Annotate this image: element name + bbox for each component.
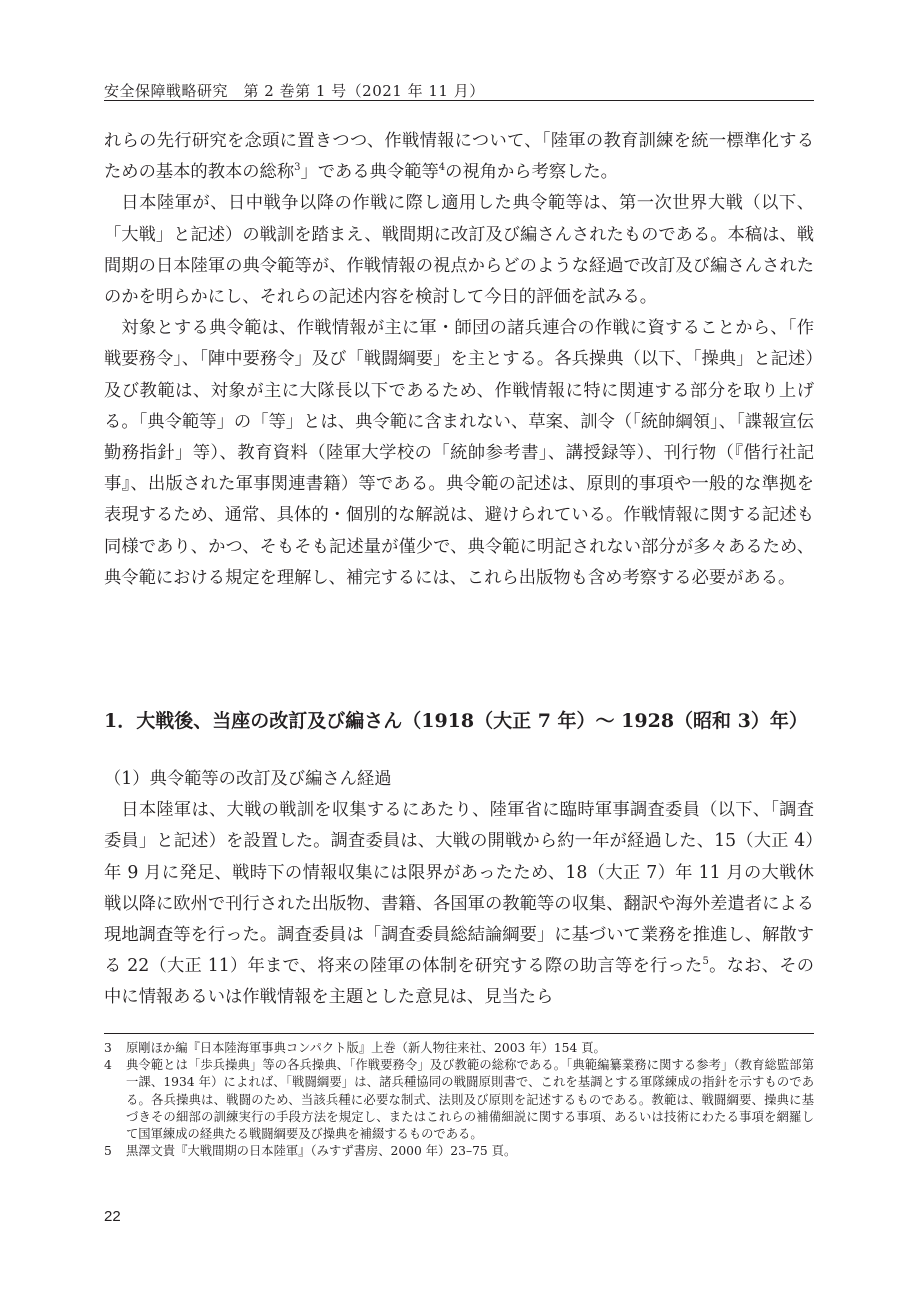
section-heading: 1．大戦後、当座の改訂及び編さん（1918（大正 7 年）～ 1928（昭和 3）年）	[104, 710, 808, 732]
footnote-ref-5[interactable]: 5	[702, 956, 709, 968]
footnote-5	[104, 1143, 814, 1160]
footnotes	[104, 1040, 814, 1160]
header-rule	[104, 100, 814, 101]
section-paragraph-1-text-b: 。なお、その中に情報あるいは作戦情報を主題とした意見は、見当たら	[104, 956, 814, 1008]
page-number: 22	[104, 1208, 121, 1225]
footnote-text: 典令範とは「歩兵操典」等の各兵操典、「作戦要務令」及び教範の総称である。「典範編纂業務に関する参考」（教育総監部第一課、1934 年）によれば、「戦闘綱要」は、諸兵種協同の戦闘原則書で、これを基調とする軍隊練成の指針を示すものである。各兵操典は、戦闘のため、当該兵種に必要な制式、法則及び原則を記述するものである。教範は、戦闘綱要、操典に基づきその細部の訓練実行の手段方法を規定し、またはこれらの補備細説に関する事項、あるいは技術にわたる事項を網羅して国軍練成の経典たる戦闘綱要及び操典を補綴するものである。	[126, 1058, 814, 1142]
footnote-ref-3[interactable]: 3	[294, 162, 301, 174]
footnote-number: 3	[104, 1041, 112, 1055]
paragraph-1-text-a: れらの先行研究を念頭に置きつつ、作戦情報について、「陸軍の教育訓練を統一標準化するための基本的教本の総称	[104, 131, 814, 183]
section-paragraph-1-text-a: 日本陸軍は、大戦の戦訓を収集するにあたり、陸軍省に臨時軍事調査委員（以下、「調査委員」と記述）を設置した。調査委員は、大戦の開戦から約一年が経過した、15（大正 4）年 9 月に発足、戦時下の情報収集には限界があったため、18（大正 7）年 11 月の大戦休戦以降に欧州で刊行された出版物、書籍、各国軍の教範等の収集、翻訳や海外差遣者による現地調査等を行った。調査委員は「調査委員総結論綱要」に基づいて業務を推進し、解散する 22（大正 11）年まで、将来の陸軍の体制を研究する際の助言等を行った	[104, 800, 814, 977]
running-header: 安全保障戦略研究 第 2 巻第 1 号（2021 年 11 月）	[104, 82, 485, 100]
footnote-number: 4	[104, 1058, 112, 1073]
paragraph-1-text-c: の視角から考察した。	[445, 162, 618, 183]
paragraph-2: 日本陸軍が、日中戦争以降の作戦に際し適用した典令範等は、第一次世界大戦（以下、「大戦」と記述）の戦訓を踏まえ、戦間期に改訂及び編さんされたものである。本稿は、戦間期の日本陸軍の典令範等が、作戦情報の視点からどのような経過で改訂及び編さんされたのかを明らかにし、それらの記述内容を検討して今日的評価を試みる。	[104, 193, 814, 308]
footnote-4	[104, 1057, 814, 1143]
footnote-number: 5	[104, 1144, 112, 1159]
footnote-text: 黒澤文貴『大戦間期の日本陸軍』（みすず書房、2000 年）23–75 頁。	[126, 1144, 517, 1159]
paragraph-3: 対象とする典令範は、作戦情報が主に軍・師団の諸兵連合の作戦に資することから、「作戦要務令」、「陣中要務令」及び「戦闘綱要」を主とする。各兵操典（以下、「操典」と記述）及び教範は、対象が主に大隊長以下であるため、作戦情報に特に関連する部分を取り上げる。「典令範等」の「等」とは、典令範に含まれない、草案、訓令（「統帥綱領」、「諜報宣伝勤務指針」等）、教育資料（陸軍大学校の「統帥参考書」、講授録等）、刊行物（『偕行社記事』、出版された軍事関連書籍）等である。典令範の記述は、原則的事項や一般的な準拠を表現するため、通常、具体的・個別的な解説は、避けられている。作戦情報に関する記述も同様であり、かつ、そもそも記述量が僅少で、典令範に明記されない部分が多々あるため、典令範における規定を理解し、補完するには、これら出版物も含め考察する必要がある。	[104, 318, 814, 588]
subsection-heading: （1）典令範等の改訂及び編さん経過	[104, 769, 392, 789]
paragraph-1-text-b: 」である典令範等	[300, 162, 439, 183]
section-body	[104, 764, 814, 1014]
footnote-rule	[104, 1033, 814, 1034]
footnote-3	[104, 1040, 814, 1057]
footnote-text: 原剛ほか編『日本陸海軍事典コンパクト版』上巻（新人物往来社、2003 年）154 頁。	[126, 1041, 606, 1055]
paragraph-1	[104, 126, 814, 188]
intro-body	[104, 126, 814, 594]
footnote-ref-4[interactable]: 4	[438, 162, 446, 174]
section-paragraph-1	[104, 795, 814, 1013]
